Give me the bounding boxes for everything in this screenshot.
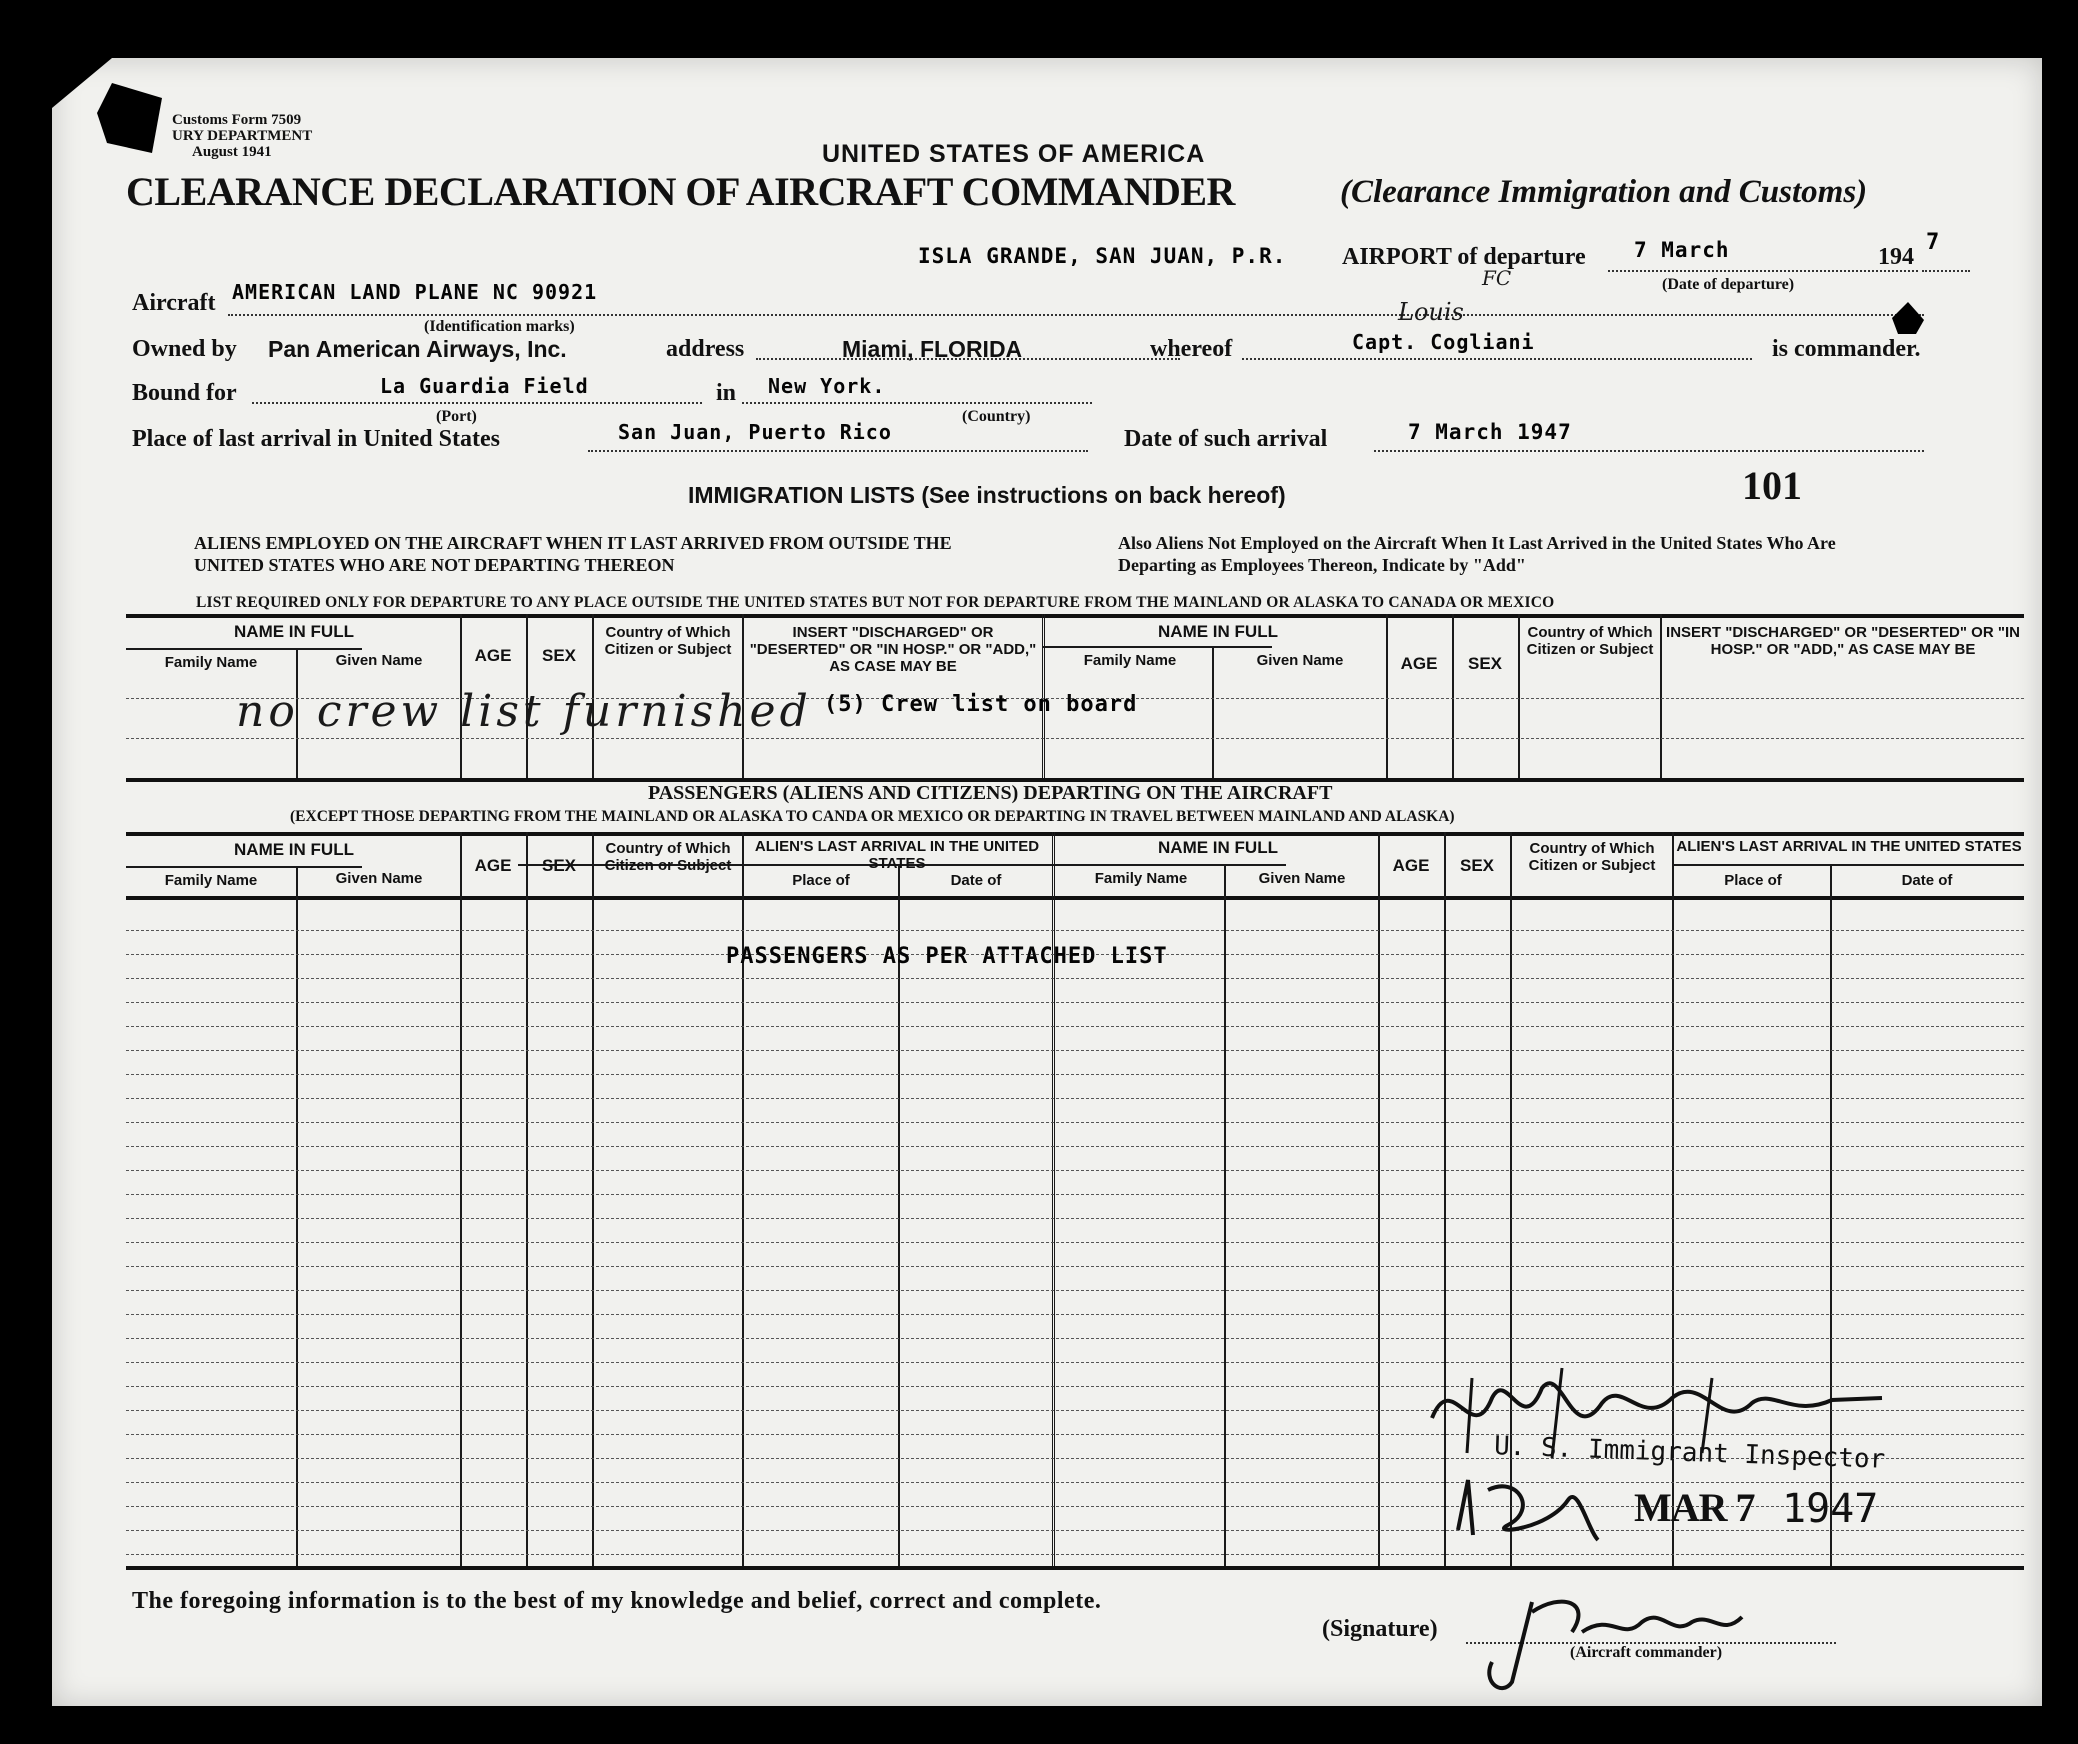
date-of-departure-caption: (Date of departure) xyxy=(1662,276,1795,293)
year-suffix: 7 xyxy=(1926,230,1941,255)
departure-airport-value: ISLA GRANDE, SAN JUAN, P.R. xyxy=(918,244,1287,268)
immigration-heading: IMMIGRATION LISTS (See instructions on back hereof) xyxy=(688,482,1286,508)
sheet-number: 101 xyxy=(1742,463,1802,508)
passenger-last-arrival-header-right: ALIEN'S LAST ARRIVAL IN THE UNITED STATES xyxy=(1676,838,2022,855)
inspector-title: U. S. Immigrant Inspector xyxy=(1493,1431,1886,1475)
passengers-heading: PASSENGERS (ALIENS AND CITIZENS) DEPARTING ON THE AIRCRAFT xyxy=(648,782,1333,804)
crew-country-header-right: Country of Which Citizen or Subject xyxy=(1526,624,1654,658)
aliens-left-note: ALIENS EMPLOYED ON THE AIRCRAFT WHEN IT LAST ARRIVED FROM OUTSIDE THE UNITED STATES WHO ARE NOT DEPARTING THEREON xyxy=(194,533,952,575)
passenger-row-line xyxy=(126,1266,2024,1267)
country-caption: (Country) xyxy=(962,408,1031,425)
crew-insert-header: INSERT "DISCHARGED" OR "DESERTED" OR "IN HOSP." OR "ADD," AS CASE MAY BE xyxy=(749,624,1037,675)
stamp-year: 1947 xyxy=(1782,1486,1879,1532)
whereof-label: whereof xyxy=(1150,336,1233,362)
date-arrival-value: 7 March 1947 xyxy=(1408,420,1572,444)
form-title: CLEARANCE DECLARATION OF AIRCRAFT COMMANDER xyxy=(126,169,1235,214)
passengers-typed-note: PASSENGERS AS PER ATTACHED LIST xyxy=(726,944,1168,969)
passenger-sex-header-right: SEX xyxy=(1459,856,1495,875)
passenger-family-name-header: Family Name xyxy=(164,872,258,889)
owned-by-label: Owned by xyxy=(132,336,237,362)
passenger-row-line xyxy=(126,1026,2024,1027)
passenger-row-line xyxy=(126,1554,2024,1555)
signature-label: (Signature) xyxy=(1322,1616,1438,1642)
passenger-row-line xyxy=(126,1050,2024,1051)
owner-value: Pan American Airways, Inc. xyxy=(268,336,567,362)
bound-country-value: New York. xyxy=(768,374,886,398)
address-value: Miami, FLORIDA xyxy=(842,336,1023,362)
passenger-name-header-right: NAME IN FULL xyxy=(1158,838,1278,857)
passenger-row-line xyxy=(126,1122,2024,1123)
passenger-country-header: Country of Which Citizen or Subject xyxy=(604,840,732,874)
is-commander-label: is commander. xyxy=(1772,336,1921,362)
passenger-row-line xyxy=(126,1002,2024,1003)
torn-corner-icon xyxy=(52,58,172,158)
date-arrival-label: Date of such arrival xyxy=(1124,426,1328,452)
country-heading: UNITED STATES OF AMERICA xyxy=(822,140,1206,168)
stamp-date: MAR 7 xyxy=(1634,1485,1755,1530)
form-sheet xyxy=(52,58,2042,1706)
last-arrival-value: San Juan, Puerto Rico xyxy=(618,420,892,444)
crew-handwritten-note: no crew list furnished xyxy=(236,686,812,737)
passenger-age-header-right: AGE xyxy=(1392,856,1430,875)
passenger-row-line xyxy=(126,1146,2024,1147)
passenger-given-name-header-right: Given Name xyxy=(1258,870,1346,887)
commander-signature xyxy=(1472,1582,1792,1702)
crew-given-name-header-right: Given Name xyxy=(1256,652,1344,669)
passenger-row-line xyxy=(126,978,2024,979)
passenger-date-header-right: Date of xyxy=(1901,872,1953,889)
in-label: in xyxy=(716,380,737,406)
form-date: August 1941 xyxy=(192,144,272,160)
inspector-initials xyxy=(1448,1470,1648,1550)
commander-caption: (Aircraft commander) xyxy=(1570,1644,1723,1661)
passenger-place-header-right: Place of xyxy=(1724,872,1782,889)
crew-name-header-right: NAME IN FULL xyxy=(1158,622,1278,641)
bound-port-value: La Guardia Field xyxy=(380,374,589,398)
passenger-family-name-header-right: Family Name xyxy=(1094,870,1188,887)
commander-initials: FC xyxy=(1482,266,1512,290)
form-subtitle: (Clearance Immigration and Customs) xyxy=(1340,174,1868,210)
form-number: Customs Form 7509 xyxy=(172,112,302,128)
commander-handwritten: Louis xyxy=(1398,298,1464,326)
aircraft-label: Aircraft xyxy=(132,290,216,316)
commander-value: Capt. Cogliani xyxy=(1352,330,1535,354)
passenger-table-top xyxy=(126,832,2024,836)
passenger-row-line xyxy=(126,1074,2024,1075)
crew-insert-header-right: INSERT "DISCHARGED" OR "DESERTED" OR "IN HOSP." OR "ADD," AS CASE MAY BE xyxy=(1666,624,2020,658)
crew-family-name-header-right: Family Name xyxy=(1083,652,1177,669)
passenger-row-line xyxy=(126,1218,2024,1219)
aliens-right-note: Also Aliens Not Employed on the Aircraft When It Last Arrived in the United States Who Are Departing as Employees Thereon, Indicate by "Add" xyxy=(1118,533,1836,575)
form-department: URY DEPARTMENT xyxy=(172,128,313,144)
port-caption: (Port) xyxy=(436,408,477,425)
declaration-text: The foregoing information is to the best of my knowledge and belief, correct and complete. xyxy=(132,1588,1102,1614)
passenger-given-name-header: Given Name xyxy=(335,870,423,887)
crew-sex-header: SEX xyxy=(541,646,577,665)
year-prefix: 194 xyxy=(1878,244,1914,270)
last-arrival-label: Place of last arrival in United States xyxy=(132,426,500,452)
aircraft-value: AMERICAN LAND PLANE NC 90921 xyxy=(232,280,598,304)
passenger-row-line xyxy=(126,1314,2024,1315)
crew-sex-header-right: SEX xyxy=(1467,654,1503,673)
passenger-row-line xyxy=(126,1338,2024,1339)
address-label: address xyxy=(666,336,745,362)
passenger-row-line xyxy=(126,1482,2024,1483)
crew-country-header: Country of Which Citizen or Subject xyxy=(604,624,732,658)
identification-caption: (Identification marks) xyxy=(424,318,575,335)
passenger-row-line xyxy=(126,1170,2024,1171)
passenger-date-header: Date of xyxy=(950,872,1002,889)
passenger-last-arrival-header: ALIEN'S LAST ARRIVAL IN THE UNITED STATES xyxy=(754,838,1040,872)
bound-for-label: Bound for xyxy=(132,380,237,406)
passenger-row-line xyxy=(126,930,2024,931)
crew-family-name-header: Family Name xyxy=(164,654,258,671)
passengers-subheading: (EXCEPT THOSE DEPARTING FROM THE MAINLAND OR ALASKA TO CANDA OR MEXICO OR DEPARTING IN TRAVEL BETWEEN MAINLAND AND ALASKA) xyxy=(290,808,1455,825)
crew-name-header: NAME IN FULL xyxy=(234,622,354,641)
crew-given-name-header: Given Name xyxy=(335,652,423,669)
passenger-row-line xyxy=(126,1242,2024,1243)
passenger-row-line xyxy=(126,1290,2024,1291)
crew-typed-note: (5) Crew list on board xyxy=(824,692,1138,717)
passenger-place-header: Place of xyxy=(792,872,850,889)
passenger-age-header: AGE xyxy=(474,856,512,875)
crew-age-header: AGE xyxy=(474,646,512,665)
passenger-row-line xyxy=(126,1194,2024,1195)
departure-date-value: 7 March xyxy=(1634,238,1730,262)
passenger-name-header: NAME IN FULL xyxy=(234,840,354,859)
passenger-country-header-right: Country of Which Citizen or Subject xyxy=(1528,840,1656,874)
list-required-note: LIST REQUIRED ONLY FOR DEPARTURE TO ANY PLACE OUTSIDE THE UNITED STATES BUT NOT FOR DEPARTURE FROM THE MAINLAND OR ALASKA TO CANADA OR MEXICO xyxy=(196,594,1555,611)
crew-table-top xyxy=(126,614,2024,618)
passenger-row-line xyxy=(126,1098,2024,1099)
airport-label: AIRPORT of departure xyxy=(1342,244,1586,270)
mark-icon xyxy=(1888,298,1928,338)
passenger-sex-header: SEX xyxy=(541,856,577,875)
crew-age-header-right: AGE xyxy=(1400,654,1438,673)
